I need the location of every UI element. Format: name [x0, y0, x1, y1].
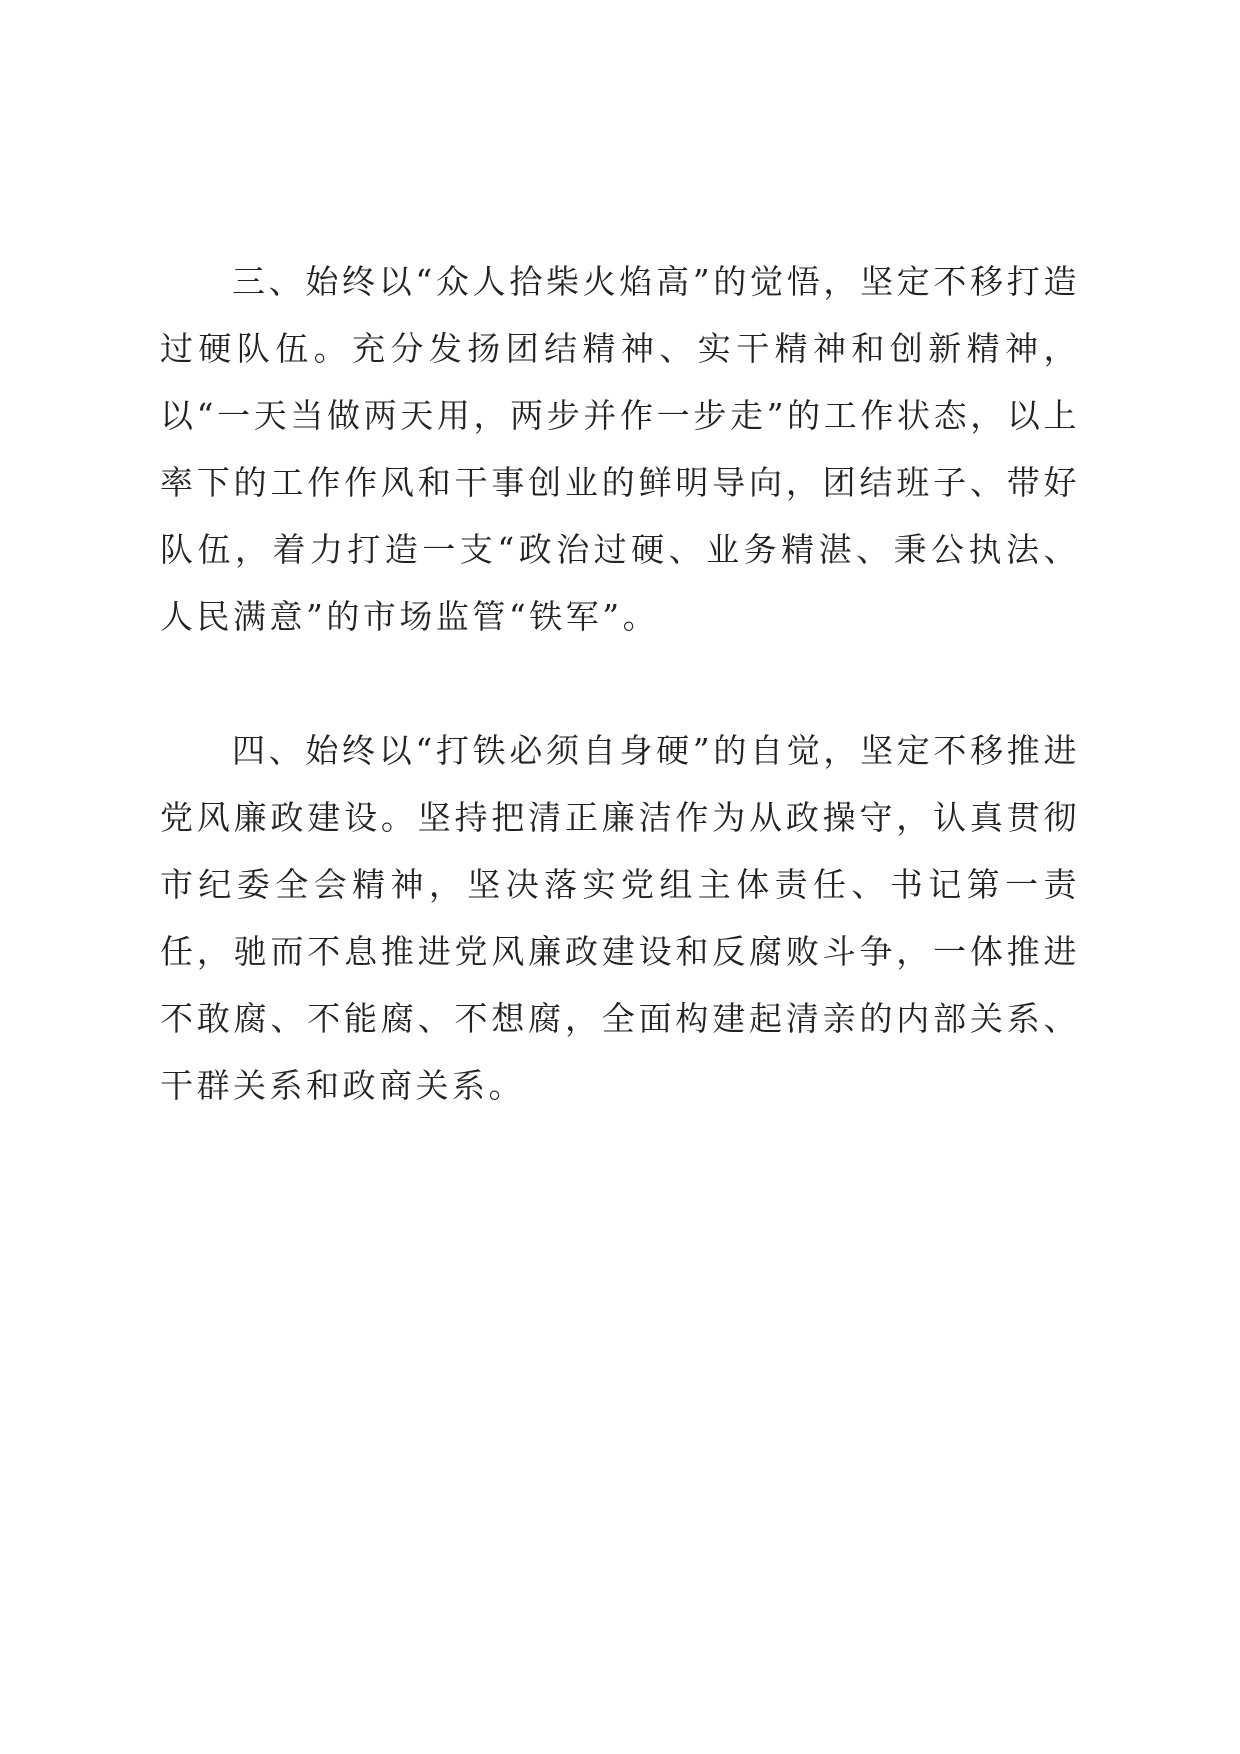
paragraph-three: 三、始终以“众人拾柴火焰高”的觉悟，坚定不移打造过硬队伍。充分发扬团结精神、实干精神和创新精神，以“一天当做两天用，两步并作一步走”的工作状态，以上率下的工作作风和干事创业的鲜明导向，团结班子、带好队伍，着力打造一支“政治过硬、业务精湛、秉公执法、人民满意”的市场监管“铁军”。: [160, 262, 1080, 636]
document-body: [160, 248, 1080, 1119]
paragraph-four: 四、始终以“打铁必须自身硬”的自觉，坚定不移推进党风廉政建设。坚持把清正廉洁作为从政操守，认真贯彻市纪委全会精神，坚决落实党组主体责任、书记第一责任，驰而不息推进党风廉政建设和反腐败斗争，一体推进不敢腐、不能腐、不想腐，全面构建起清亲的内部关系、干群关系和政商关系。: [160, 731, 1080, 1105]
